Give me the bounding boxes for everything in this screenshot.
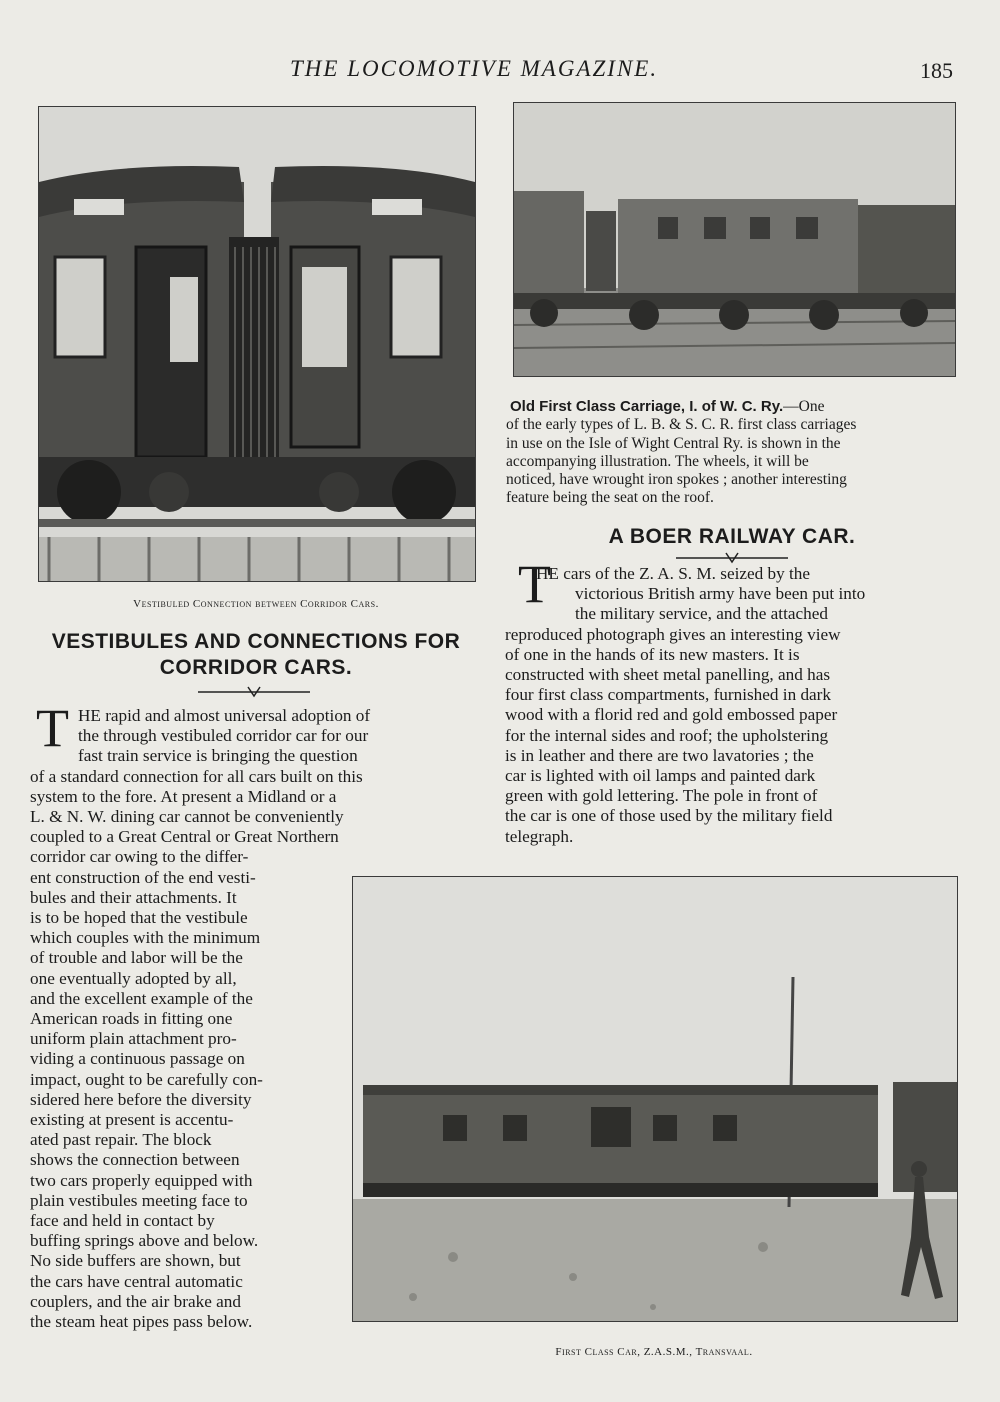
boer-line: is in leather and there are two lavatories ; the (505, 745, 814, 765)
vestibules-line: plain vestibules meeting face to (30, 1190, 248, 1210)
boer-line: of one in the hands of its new masters. It is (505, 644, 800, 664)
boer-article-body (505, 554, 960, 847)
vestibules-line: existing at present is accentu- (30, 1110, 234, 1130)
vestibules-line: impact, ought to be carefully con- (30, 1069, 263, 1089)
vestibules-line: uniform plain attachment pro- (30, 1029, 237, 1049)
vestibules-line: system to the fore. At present a Midland or a (30, 786, 337, 806)
vestibules-line: the cars have central automatic (30, 1271, 243, 1291)
boer-line: four first class compartments, furnished in dark (505, 685, 832, 705)
vestibules-line: one eventually adopted by all, (30, 968, 237, 988)
vestibules-line: coupled to a Great Central or Great Northern (30, 827, 339, 847)
carriage-note-line: feature being the seat on the roof. (506, 489, 714, 507)
vestibules-line: L. & N. W. dining car cannot be conveniently (30, 807, 344, 827)
vestibules-line: two cars properly equipped with (30, 1170, 253, 1190)
carriage-note-line: in use on the Isle of Wight Central Ry. is shown in the (506, 434, 841, 452)
boer-line: car is lighted with oil lamps and painted dark (505, 766, 816, 786)
boer-line: constructed with sheet metal panelling, and has (505, 665, 831, 685)
vestibules-heading-line2: CORRIDOR CARS. (159, 656, 353, 679)
boer-drop-cap: T (518, 554, 551, 614)
vestibule-photo-caption: Vestibuled Connection between Corridor Cars. (133, 598, 379, 610)
vestibules-line: viding a continuous passage on (30, 1049, 245, 1069)
vestibules-line: couplers, and the air brake and (30, 1291, 241, 1311)
zasm-car-caption: First Class Car, Z.A.S.M., Transvaal. (555, 1346, 753, 1358)
boer-heading-ornament (676, 552, 788, 564)
vestibules-heading-line1: VESTIBULES AND CONNECTIONS FOR (51, 630, 461, 653)
boer-line: the car is one of those used by the military field (505, 806, 833, 826)
carriage-note-line: —One (783, 398, 825, 415)
carriage-note-line: noticed, have wrought iron spokes ; another interesting (506, 471, 847, 489)
carriage-note-line: accompanying illustration. The wheels, it will be (506, 452, 809, 470)
vestibules-line: fast train service is bringing the question (78, 746, 358, 766)
boer-line: wood with a florid red and gold embossed paper (505, 705, 838, 725)
vestibule-photo (38, 106, 476, 582)
boer-line: HE cars of the Z. A. S. M. seized by the (536, 564, 810, 583)
carriage-photo (513, 102, 956, 377)
vestibules-line: buffing springs above and below. (30, 1231, 259, 1251)
vestibules-line: corridor car owing to the differ- (30, 847, 249, 867)
vestibules-line: American roads in fitting one (30, 1009, 233, 1029)
vestibules-line: ent construction of the end vesti- (30, 867, 256, 887)
boer-line: the military service, and the attached (575, 604, 828, 624)
carriage-note (506, 398, 958, 508)
vestibules-line: shows the connection between (30, 1150, 240, 1170)
boer-line: for the internal sides and roof; the upholstering (505, 725, 829, 745)
vestibules-line: of a standard connection for all cars built on this (30, 766, 363, 786)
vestibules-line: of trouble and labor will be the (30, 948, 243, 968)
vestibules-line: and the excellent example of the (30, 988, 253, 1008)
vestibules-line: the steam heat pipes pass below. (30, 1312, 253, 1332)
vestibules-line: HE rapid and almost universal adoption of (78, 706, 371, 725)
running-head: THE LOCOMOTIVE MAGAZINE. (290, 56, 659, 81)
vestibules-line: No side buffers are shown, but (30, 1251, 241, 1271)
boer-line: reproduced photograph gives an interesting view (505, 624, 841, 644)
vestibules-line: which couples with the minimum (30, 928, 261, 948)
vestibules-line: ated past repair. The block (30, 1130, 212, 1150)
boer-heading: A BOER RAILWAY CAR. (608, 525, 856, 548)
boer-line: telegraph. (505, 826, 574, 846)
boer-line: victorious British army have been put into (575, 584, 866, 604)
carriage-note-title: Old First Class Carriage, I. of W. C. Ry. (510, 398, 784, 415)
vestibules-line: the through vestibuled corridor car for our (78, 726, 369, 746)
vestibules-heading-ornament (198, 686, 310, 698)
vestibules-line: is to be hoped that the vestibule (30, 908, 248, 928)
boer-line: green with gold lettering. The pole in front of (505, 786, 818, 806)
vestibules-drop-cap: T (36, 698, 69, 758)
carriage-note-line: of the early types of L. B. & S. C. R. first class carriages (506, 416, 857, 434)
vestibules-line: face and held in contact by (30, 1211, 215, 1231)
vestibules-line: bules and their attachments. It (30, 887, 237, 907)
vestibules-line: sidered here before the diversity (30, 1089, 252, 1109)
zasm-car-photo (352, 876, 958, 1322)
page-number: 185 (920, 58, 953, 83)
